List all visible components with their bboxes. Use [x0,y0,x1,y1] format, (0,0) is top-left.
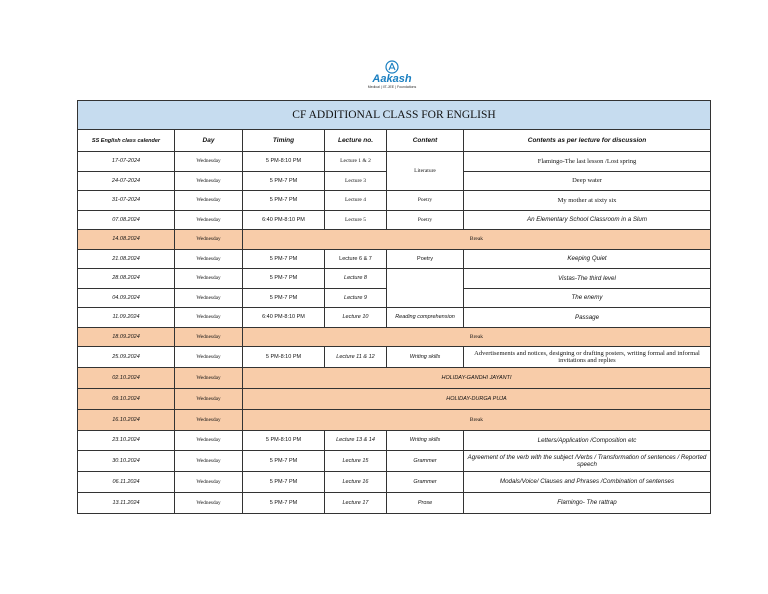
header-lecture: Lecture no. [325,130,387,152]
row-date: 25.09.2024 [78,347,175,368]
table-row [78,249,711,269]
row-discussion: My mother at sixty six [464,191,711,211]
row-day: Wednesday [175,347,243,368]
table-row [78,431,711,451]
row-lecture: Lecture 9 [325,288,387,308]
row-note: Break [243,230,711,250]
logo-brand: Aakash [372,73,412,85]
row-lecture: Lecture 11 & 12 [325,347,387,368]
table-row [78,471,711,492]
row-discussion: The enemy [464,288,711,308]
row-day: Wednesday [175,269,243,289]
row-timing: 5 PM-7 PM [243,450,325,471]
row-lecture: Lecture 17 [325,492,387,513]
row-content: Grammer [387,471,464,492]
row-discussion: Agreement of the verb with the subject /Verbs / Transformation of sentences / Reported speech [464,450,711,471]
aakash-logo [362,60,422,98]
header-content: Content [387,130,464,152]
row-lecture: Lecture 8 [325,269,387,289]
row-day: Wednesday [175,171,243,191]
header-timing: Timing [243,130,325,152]
row-note: HOLIDAY-GANDHI JAYANTI [243,368,711,389]
row-day: Wednesday [175,327,243,347]
row-note: Break [243,327,711,347]
row-timing: 5 PM-7 PM [243,171,325,191]
table-row [78,269,711,289]
table-row [78,450,711,471]
header-row [78,130,711,152]
row-lecture: Lecture 6 & 7 [325,249,387,269]
row-timing: 5 PM-7 PM [243,191,325,211]
row-day: Wednesday [175,410,243,431]
row-day: Wednesday [175,368,243,389]
row-day: Wednesday [175,230,243,250]
row-day: Wednesday [175,492,243,513]
row-discussion: Deep water [464,171,711,191]
row-day: Wednesday [175,471,243,492]
row-discussion: Flamingo-The last lesson /Lost spring [464,152,711,172]
row-content: Grammer [387,450,464,471]
row-date: 09.10.2024 [78,389,175,410]
row-timing: 5 PM-7 PM [243,492,325,513]
row-timing: 6:40 PM-8:10 PM [243,210,325,230]
table-title: CF ADDITIONAL CLASS FOR ENGLISH [78,101,711,130]
table-row [78,210,711,230]
table-row [78,308,711,328]
row-content: Poetry [387,191,464,211]
row-date: 07.08.2024 [78,210,175,230]
row-content: Writing skills [387,431,464,451]
table-row [78,152,711,172]
schedule-table [77,100,711,514]
row-date: 18.09.2024 [78,327,175,347]
row-content: Poetry [387,249,464,269]
row-timing: 5 PM-7 PM [243,471,325,492]
row-discussion: Flamingo- The rattrap [464,492,711,513]
row-lecture: Lecture 13 & 14 [325,431,387,451]
row-discussion: Keeping Quiet [464,249,711,269]
row-date: 17-07-2024 [78,152,175,172]
header-date: SS English class calender [78,130,175,152]
row-day: Wednesday [175,249,243,269]
row-lecture: Lecture 1 & 2 [325,152,387,172]
row-day: Wednesday [175,152,243,172]
row-content: Literature [387,152,464,191]
row-date: 13.11.2024 [78,492,175,513]
table-row-holiday [78,389,711,410]
header-day: Day [175,130,243,152]
row-content: Writing skills [387,347,464,368]
row-content: Reading comprehension [387,308,464,328]
table-row-break [78,327,711,347]
table-row-break [78,410,711,431]
row-day: Wednesday [175,308,243,328]
row-content: Prose [387,492,464,513]
row-note: Break [243,410,711,431]
aakash-emblem-icon [385,60,399,74]
row-lecture: Lecture 5 [325,210,387,230]
row-day: Wednesday [175,288,243,308]
row-lecture: Lecture 10 [325,308,387,328]
row-day: Wednesday [175,431,243,451]
row-note: HOLIDAY-DURGA PUJA [243,389,711,410]
row-lecture: Lecture 4 [325,191,387,211]
row-date: 28.08.2024 [78,269,175,289]
row-date: 04.09.2024 [78,288,175,308]
row-timing: 6:40 PM-8:10 PM [243,308,325,328]
row-timing: 5 PM-7 PM [243,249,325,269]
row-content: Poetry [387,210,464,230]
table-row [78,347,711,368]
row-day: Wednesday [175,450,243,471]
row-date: 16.10.2024 [78,410,175,431]
row-date: 11.09.2024 [78,308,175,328]
row-discussion: An Elementary School Classroom in a Slum [464,210,711,230]
row-timing: 5 PM-7 PM [243,288,325,308]
row-date: 24-07-2024 [78,171,175,191]
table-row [78,492,711,513]
title-row [78,101,711,130]
row-discussion: Advertisements and notices, designing or drafting posters, writing formal and informal invitations and replies [464,347,711,368]
row-date: 06.11.2024 [78,471,175,492]
table-row-break [78,230,711,250]
row-date: 23.10.2024 [78,431,175,451]
row-date: 21.08.2024 [78,249,175,269]
logo-tagline: Medical | IIT-JEE | Foundations [367,85,417,89]
row-timing: 5 PM-8:10 PM [243,347,325,368]
row-date: 30.10.2024 [78,450,175,471]
row-date: 14.08.2024 [78,230,175,250]
row-discussion: Letters/Application /Composition etc [464,431,711,451]
row-lecture: Lecture 15 [325,450,387,471]
row-discussion: Passage [464,308,711,328]
row-timing: 5 PM-8:10 PM [243,431,325,451]
row-date: 31-07-2024 [78,191,175,211]
row-day: Wednesday [175,191,243,211]
row-discussion: Vistas-The third level [464,269,711,289]
row-timing: 5 PM-8:10 PM [243,152,325,172]
table-row-holiday [78,368,711,389]
row-date: 02.10.2024 [78,368,175,389]
row-timing: 5 PM-7 PM [243,269,325,289]
row-lecture: Lecture 3 [325,171,387,191]
header-discussion: Contents as per lecture for discussion [464,130,711,152]
row-lecture: Lecture 16 [325,471,387,492]
row-day: Wednesday [175,210,243,230]
table-row [78,191,711,211]
row-content-empty [387,269,464,308]
row-day: Wednesday [175,389,243,410]
row-discussion: Modals/Voice/ Clauses and Phrases /Combination of sentenses [464,471,711,492]
